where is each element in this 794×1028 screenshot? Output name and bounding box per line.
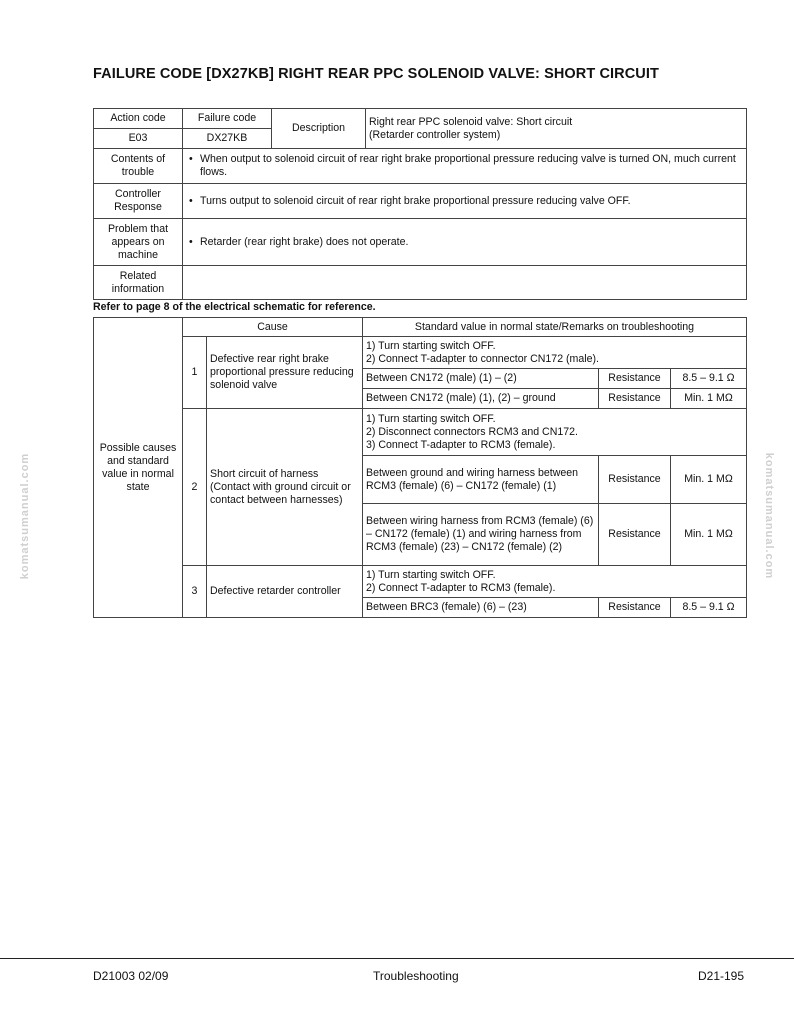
cause-2-check-2-value: Min. 1 MΩ [671, 504, 747, 566]
controller-response-label: Controller Response [94, 184, 183, 219]
remarks-header: Standard value in normal state/Remarks on troubleshooting [363, 318, 747, 337]
problem-value [183, 219, 747, 266]
description-label: Description [272, 109, 366, 149]
controller-response-value [183, 184, 747, 219]
reference-note: Refer to page 8 of the electrical schematic for reference. [93, 301, 376, 313]
contents-of-trouble-text: • When output to solenoid circuit of rear right brake proportional pressure reducing valve is turned ON, much current flows. [186, 153, 743, 179]
possible-causes-label: Possible causes and standard value in normal state [94, 318, 183, 618]
problem-label: Problem that appears on machine [94, 219, 183, 266]
footer-divider [0, 958, 794, 959]
problem-text: • Retarder (rear right brake) does not operate. [186, 236, 743, 249]
cause-2-number: 2 [183, 409, 207, 566]
page-title: FAILURE CODE [DX27KB] RIGHT REAR PPC SOLENOID VALVE: SHORT CIRCUIT [93, 66, 659, 82]
action-code-value: E03 [94, 129, 183, 149]
cause-3-check-1-between: Between BRC3 (female) (6) – (23) [363, 598, 599, 618]
cause-2-check-1-item: Resistance [599, 456, 671, 504]
action-code-label: Action code [94, 109, 183, 129]
footer-section: Troubleshooting [373, 969, 459, 983]
cause-1-check-2-value: Min. 1 MΩ [671, 389, 747, 409]
cause-2-check-2-item: Resistance [599, 504, 671, 566]
related-information-value [183, 266, 747, 300]
related-information-label: Related information [94, 266, 183, 300]
failure-code-value: DX27KB [183, 129, 272, 149]
cause-1-check-1-item: Resistance [599, 369, 671, 389]
cause-1-check-1-value: 8.5 – 9.1 Ω [671, 369, 747, 389]
cause-3-text: Defective retarder controller [207, 566, 363, 618]
description-value [366, 109, 747, 149]
watermark-right: komatsumanual.com [763, 452, 775, 580]
cause-3-steps: 1) Turn starting switch OFF. 2) Connect T-adapter to RCM3 (female). [363, 566, 747, 598]
cause-1-check-2-item: Resistance [599, 389, 671, 409]
cause-1-steps: 1) Turn starting switch OFF. 2) Connect T-adapter to connector CN172 (male). [363, 337, 747, 369]
description-line-1: Right rear PPC solenoid valve: Short circuit [369, 115, 573, 128]
cause-2-text: Short circuit of harness (Contact with ground circuit or contact between harnesses) [207, 409, 363, 566]
footer-page-number: D21-195 [698, 969, 745, 983]
cause-header: Cause [183, 318, 363, 337]
contents-of-trouble-value [183, 149, 747, 184]
controller-response-text: • Turns output to solenoid circuit of rear right brake proportional pressure reducing valve OFF. [186, 195, 743, 208]
failure-code-label: Failure code [183, 109, 272, 129]
footer-document-code: D21003 02/09 [93, 969, 169, 983]
cause-1-check-1-between: Between CN172 (male) (1) – (2) [363, 369, 599, 389]
description-line-2: (Retarder controller system) [369, 128, 501, 141]
cause-3-check-1-item: Resistance [599, 598, 671, 618]
possible-causes-table [93, 317, 747, 618]
cause-2-check-1-value: Min. 1 MΩ [671, 456, 747, 504]
cause-3-check-1-value: 8.5 – 9.1 Ω [671, 598, 747, 618]
watermark-left: komatsumanual.com [19, 452, 31, 580]
cause-1-number: 1 [183, 337, 207, 409]
failure-info-table [93, 108, 747, 300]
contents-of-trouble-label: Contents of trouble [94, 149, 183, 184]
cause-1-text: Defective rear right brake proportional pressure reducing solenoid valve [207, 337, 363, 409]
cause-3-number: 3 [183, 566, 207, 618]
cause-2-check-2-between: Between wiring harness from RCM3 (female) (6) – CN172 (female) (1) and wiring harness from RCM3 (female) (23) – CN172 (female) (2) [363, 504, 599, 566]
cause-2-steps: 1) Turn starting switch OFF. 2) Disconnect connectors RCM3 and CN172. 3) Connect T-adapter to RCM3 (female). [363, 409, 747, 456]
cause-2-check-1-between: Between ground and wiring harness between RCM3 (female) (6) – CN172 (female) (1) [363, 456, 599, 504]
cause-1-check-2-between: Between CN172 (male) (1), (2) – ground [363, 389, 599, 409]
